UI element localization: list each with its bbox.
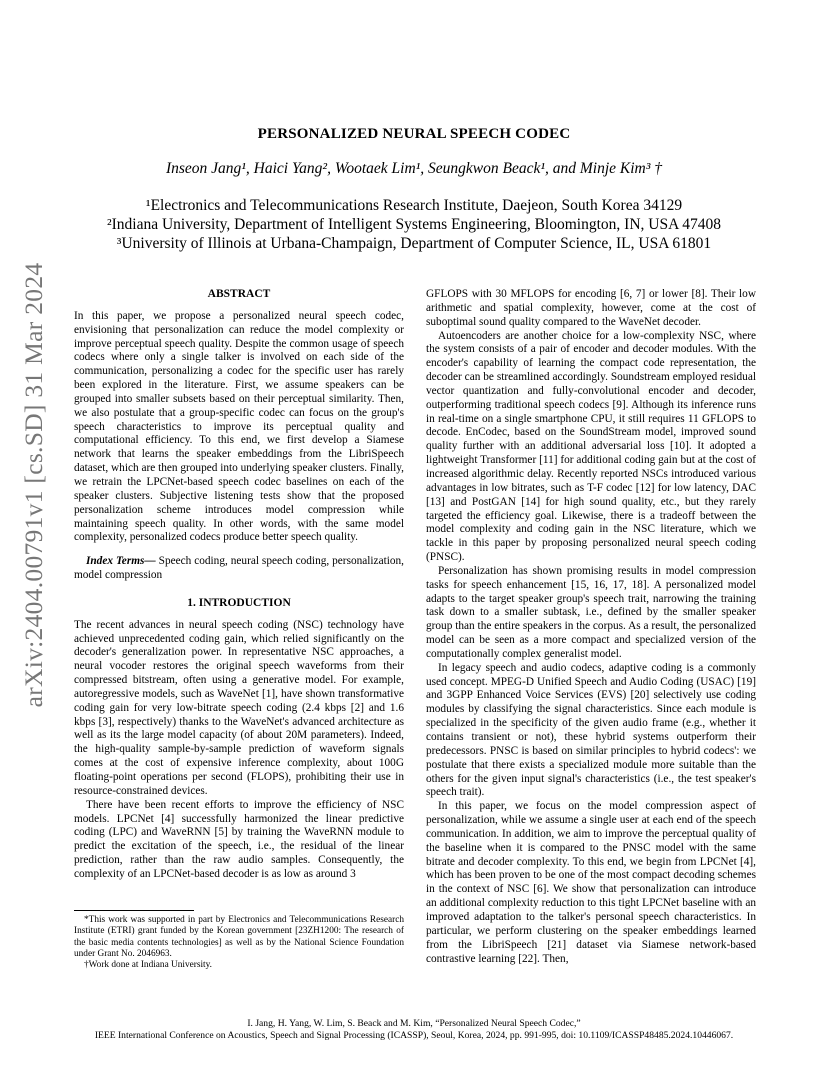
- footnote: *This work was supported in part by Electronics and Telecommunications Research Institute (ETRI) grant funded by the Korean government [23ZH1200: The research of the basic media contents technologies] as well as by the National Science Foundation under Grant No. 2046963.: [74, 915, 404, 959]
- paragraph: Autoencoders are another choice for a low-complexity NSC, where the system consists of a pair of encoder and decoder modules. With the encoder's capability of learning the compact code representation, the decoder can be streamlined accordingly. Soundstream employed residual vector quantization and fully-convolutional encoder and decoder, outperforming traditional speech codecs [9]. Although its inference runs in real-time on a single smartphone CPU, it still requires 11 GFLOPS to decode. EnCodec, based on the SoundStream model, improved sound quality further with an additional adversarial loss [10]. It adopted a lightweight Transformer [11] for additional coding gain but at the cost of increased algorithmic delay. Recently reported NSCs introduced various advantages in low bitrates, such as T-F codec [12] for low latency, DAC [13] and PostGAN [14] for high sound quality, etc., but they rarely targeted the efficiency goal. Likewise, there is a tradeoff between the model complexity and coding gain in the NSC literature, which we tackle in this paper by proposing personalized neural speech coding (PNSC).: [426, 329, 756, 564]
- paragraph: The recent advances in neural speech coding (NSC) technology have achieved unprecedented coding gain, which relied significantly on the decoder's generalization power. In representative NSC approaches, a neural vocoder restores the original speech waveforms from their compressed bitstream, often using a generative model. For example, autoregressive models, such as WaveNet [1], have shown transformative coding gain for very low-bitrate speech coding (2.4 kbps [2] and 1.6 kbps [3], respectively) thanks to the WaveNet's advanced architecture as well as its the large model capacity (of about 20M parameters). Indeed, the high-quality sample-by-sample prediction of waveform signals comes at the cost of expensive inference complexity, about 100G floating-point operations per second (FLOPS), prohibiting their use in resource-constrained devices.: [74, 618, 404, 797]
- page-footer: [0, 1018, 828, 1042]
- footnote-rule: [74, 910, 194, 911]
- citation-line: I. Jang, H. Yang, W. Lim, S. Beack and M. Kim, “Personalized Neural Speech Codec,”: [247, 1018, 581, 1029]
- affiliation: ²Indiana University, Department of Intelligent Systems Engineering, Bloomington, IN, USA 47408: [106, 216, 722, 233]
- paragraph: In legacy speech and audio codecs, adaptive coding is a commonly used concept. MPEG-D Unified Speech and Audio Coding (USAC) [19] and 3GPP Enhanced Voice Services (EVS) [20] selectively use coding modules by classifying the signal characteristics. Since each module is specialized in the specificity of the given audio frame (e.g., whether it contains transient or not), these hybrid systems outperform their predecessors. PNSC is based on similar principles to hybrid codecs': we postulate that there exists a specialized module more suitable than the others for the given input signal's characteristics (i.e., the test speaker's speech trait).: [426, 661, 756, 799]
- paragraph: GFLOPS with 30 MFLOPS for encoding [6, 7] or lower [8]. Their low arithmetic and spatial complexity, however, come at the cost of suboptimal sound quality compared to the WaveNet decoder.: [426, 288, 756, 328]
- paragraph: Personalization has shown promising results in model compression tasks for speech enhancement [15, 16, 17, 18]. A personalized model adapts to the target speaker group's speech trait, narrowing the training task down to a smaller subtask, i.e., defined by the smaller speaker group than the entire speakers in the corpus. As a result, the personalized model can be seen as a more compact and specialized version of the computationally complex generalist model.: [426, 564, 756, 660]
- left-column: [74, 288, 404, 882]
- abstract-text: In this paper, we propose a personalized neural speech codec, envisioning that personalization can reduce the model complexity or improve perceptual speech quality. Despite the common usage of speech codecs where only a single talker is involved on each side of the communication, personalizing a codec for the specific user has rarely been explored in the literature. First, we assume speakers can be grouped into smaller subsets based on their perceptual similarity. Then, we also postulate that a group-specific codec can focus on the group's speech characteristics to improve its perceptual quality and computational efficiency. To this end, we first develop a Siamese network that learns the speaker embeddings from the LibriSpeech dataset, which are then grouped into underlying speaker clusters. Finally, we retrain the LPCNet-based speech codec baselines on each of the speaker clusters. Subjective listening tests show that the proposed personalization scheme introduces model compression while maintaining speech quality. In other words, with the same model complexity, personalized codecs produce better speech quality.: [74, 309, 404, 544]
- citation-line: IEEE International Conference on Acoustics, Speech and Signal Processing (ICASSP), Seoul, Korea, 2024, pp. 991-995, doi: 10.1109/ICASSP48485.2024.10446067.: [94, 1030, 734, 1041]
- arxiv-id: arXiv:2404.00791v1 [cs.SD] 31 Mar 2024: [19, 262, 48, 708]
- affiliations: [0, 196, 828, 253]
- paragraph: There have been recent efforts to improve the efficiency of NSC models. LPCNet [4] successfully harmonized the linear predictive coding (LPC) and WaveRNN [5] by training the WaveRNN module to predict the excitation of the speech, i.e., the residual of the linear prediction, rather than the raw audio samples. Consequently, the complexity of an LPCNet-based decoder is as low as around 3: [74, 798, 404, 880]
- affiliation: ³University of Illinois at Urbana-Champaign, Department of Computer Science, IL, USA 61801: [116, 235, 712, 252]
- index-terms-text: Speech coding, neural speech coding, personalization, model compression: [74, 555, 404, 582]
- index-terms-label: Index Terms—: [86, 555, 156, 568]
- paragraph: In this paper, we focus on the model compression aspect of personalization, while we assume a single user at each end of the speech communication. In addition, we aim to improve the perceptual quality of the baseline when it is compared to the PNSC model with the same bitrate and decoder complexity. To this end, we begin from LPCNet [4], which has been proven to be one of the most compact decoding schemes in the context of NSC [6]. We show that personalization can introduce an additional complexity reduction to this tight LPCNet baseline with an improved adaptation to the talker's personal speech characteristics. In particular, we perform clustering on the speaker embeddings learned from the LibriSpeech [21] dataset via Siamese network-based contrastive learning [22]. Then,: [426, 800, 756, 965]
- arxiv-sidebar: [14, 262, 54, 708]
- paper-title: PERSONALIZED NEURAL SPEECH CODEC: [257, 126, 571, 142]
- right-column: [426, 288, 756, 966]
- intro-heading: 1. INTRODUCTION: [187, 596, 291, 609]
- footnotes: [74, 915, 404, 971]
- affiliation: ¹Electronics and Telecommunications Research Institute, Daejeon, South Korea 34129: [145, 197, 683, 214]
- author-list: Inseon Jang¹, Haici Yang², Wootaek Lim¹, Seungkwon Beack¹, and Minje Kim³ †: [165, 160, 663, 177]
- index-terms: [74, 555, 404, 583]
- footnote: †Work done at Indiana University.: [84, 960, 212, 971]
- abstract-heading: ABSTRACT: [207, 288, 271, 300]
